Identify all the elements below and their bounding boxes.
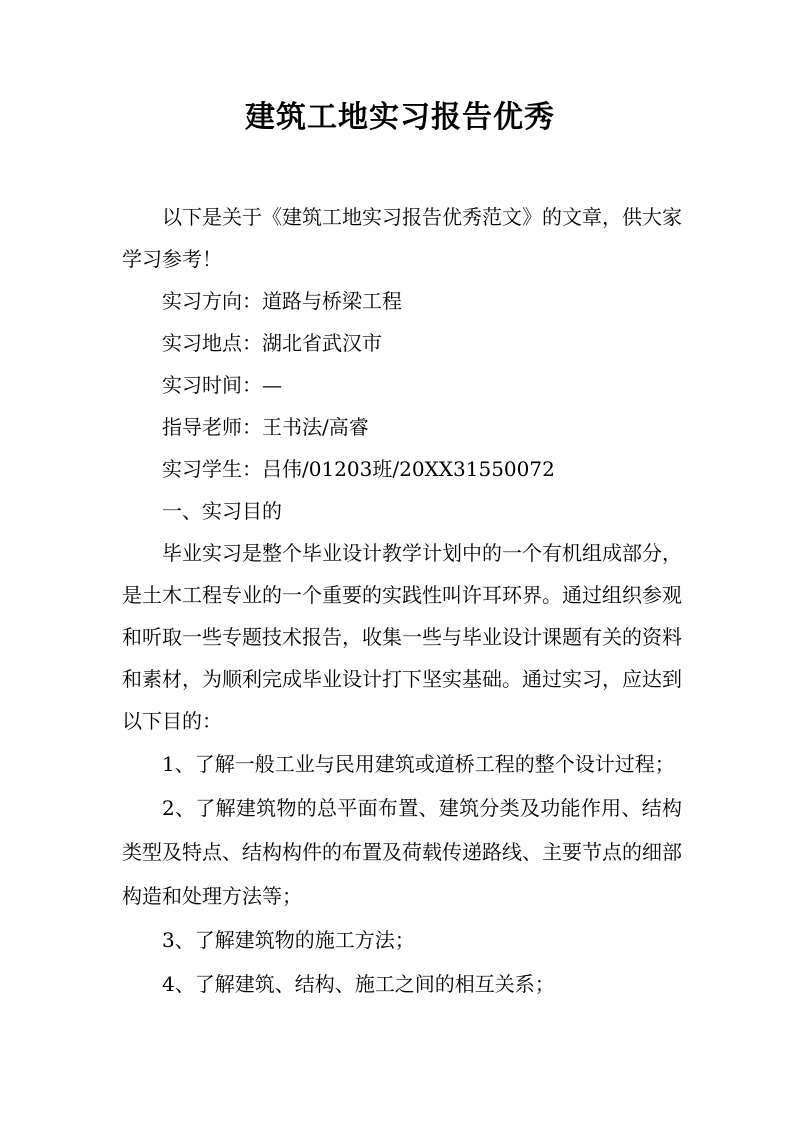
internship-direction: 实习方向：道路与桥梁工程 [162,289,402,313]
internship-time: 实习时间：— [162,373,282,397]
list-item-3: 3、了解建筑物的施工方法； [162,928,415,952]
list-item-1: 1、了解一般工业与民用建筑或道桥工程的整个设计过程； [162,752,675,776]
purpose-paragraph: 毕业实习是整个毕业设计教学计划中的一个有机组成部分，是土木工程专业的一个重要的实践性叫许耳环界。通过组织参观和听取一些专题技术报告，收集一些与毕业设计课题有关的资料和素材，为顺利完成毕业设计打下坚实基础。通过实习，应达到以下目的： [122,541,682,733]
document-title: 建筑工地实习报告优秀 [245,100,555,135]
supervisor: 指导老师：王书法/高睿 [162,415,369,439]
student: 实习学生：吕伟/01203班/20XX31550072 [162,457,555,481]
section-heading-purpose: 一、实习目的 [162,499,282,523]
intro-paragraph: 以下是关于《建筑工地实习报告优秀范文》的文章，供大家学习参考！ [122,205,682,271]
document-body [122,196,682,1006]
list-item-4: 4、了解建筑、结构、施工之间的相互关系； [162,972,555,996]
list-item-2: 2、了解建筑物的总平面布置、建筑分类及功能作用、结构类型及特点、结构构件的布置及荷载传递路线、主要节点的细部构造和处理方法等； [122,796,682,908]
internship-location: 实习地点：湖北省武汉市 [162,331,382,355]
